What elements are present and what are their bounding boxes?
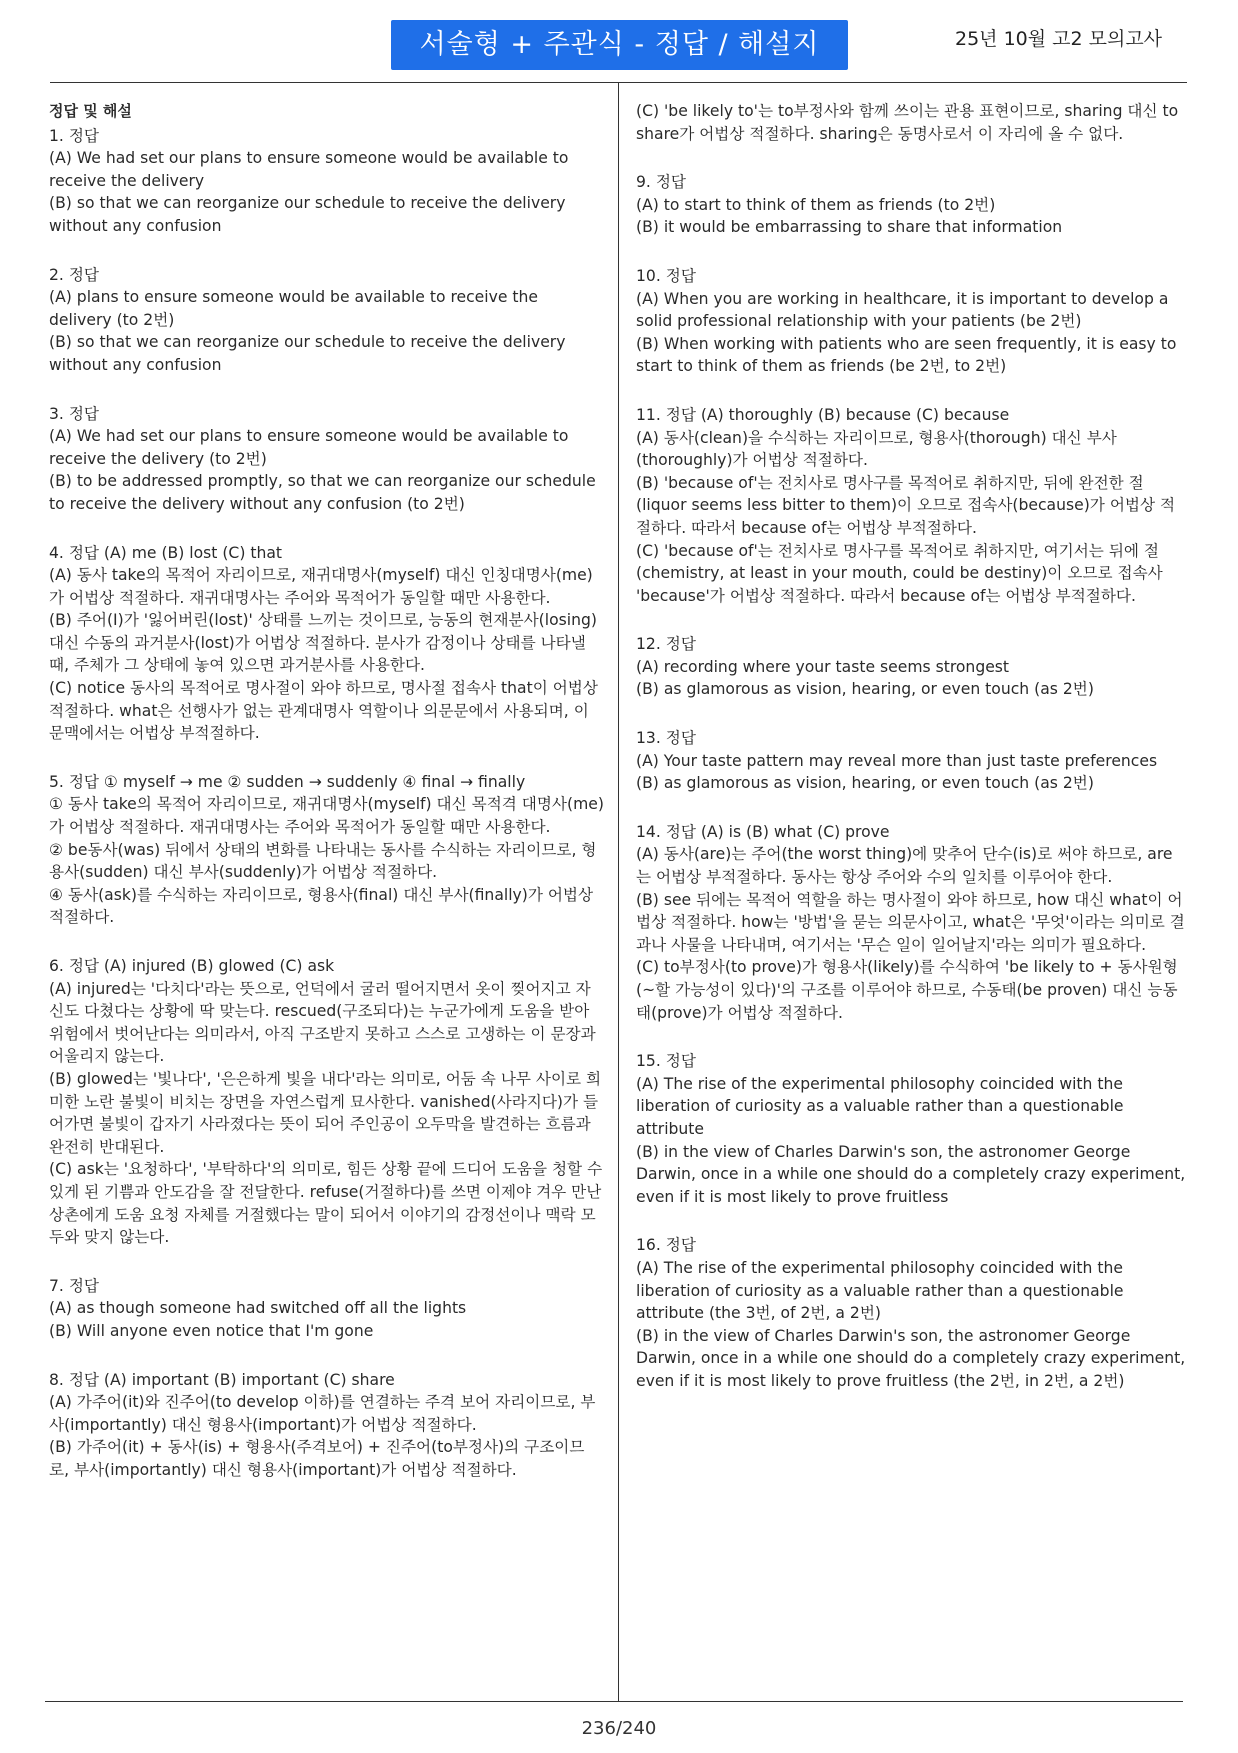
answer-item [636, 821, 1186, 1024]
answer-item [49, 542, 604, 745]
answer-line: (C) notice 동사의 목적어로 명사절이 와야 하므로, 명사절 접속사 that이 어법상 적절하다. what은 선행사가 없는 관계대명사 역할이나 의문문에서 사용되며, 이 문맥에서는 어법상 부적절하다. [49, 679, 598, 743]
answer-sheet-banner: 서술형 + 주관식 - 정답 / 해설지 [391, 20, 848, 70]
answer-item [49, 125, 604, 238]
answer-line-first: 11. 정답 (A) thoroughly (B) because (C) because [636, 405, 1010, 424]
answer-item [636, 633, 1186, 701]
answer-item [49, 1275, 604, 1343]
right-answer-list [636, 100, 1186, 1393]
answer-item [49, 771, 604, 929]
answer-line-first: 9. 정답 [636, 173, 686, 192]
answer-line-first: 13. 정답 [636, 729, 696, 748]
right-column [636, 100, 1186, 1419]
answer-line: (A) We had set our plans to ensure someone would be available to receive the delivery (to 2번) [49, 427, 569, 468]
answer-line: (B) 'because of'는 전치사로 명사구를 목적어로 취하지만, 뒤에 완전한 절(liquor seems less bitter to them)이 오므로 접속사(because)가 어법상 적절하다. 따라서 because of는 어법상 부적절하다. [636, 473, 1176, 537]
left-answer-list [49, 125, 604, 1482]
section-title: 정답 및 해설 [49, 102, 132, 120]
answer-line: (A) 가주어(it)와 진주어(to develop 이하)를 연결하는 주격 보어 자리이므로, 부사(importantly) 대신 형용사(important)가 어법상 적절하다. [49, 1393, 596, 1434]
answer-line: (B) so that we can reorganize our schedule to receive the delivery without any confusion [49, 333, 566, 374]
answer-line: (B) glowed는 '빛나다', '은은하게 빛을 내다'라는 의미로, 어둠 속 나무 사이로 희미한 노란 불빛이 비치는 장면을 자연스럽게 묘사한다. vanished(사라지다)가 들어가면 불빛이 갑자기 사라졌다는 뜻이 되어 주인공이 오두막을 발견하는 흐름과 완전히 반대된다. [49, 1069, 602, 1156]
answer-line: (B) Will anyone even notice that I'm gone [49, 1321, 374, 1340]
answer-line-first: (C) 'be likely to'는 to부정사와 함께 쓰이는 관용 표현이므로, sharing 대신 to share가 어법상 적절하다. sharing은 동명사로서 이 자리에 올 수 없다. [636, 102, 1179, 143]
answer-line-first: 4. 정답 (A) me (B) lost (C) that [49, 543, 283, 562]
answer-line: (C) 'because of'는 전치사로 명사구를 목적어로 취하지만, 여기서는 뒤에 절(chemistry, at least in your mouth, could be destiny)이 오므로 접속사 'because'가 어법상 적절하다. 따라서 because of는 어법상 부적절하다. [636, 541, 1163, 605]
answer-item [636, 265, 1186, 378]
answer-line: (A) 동사(clean)을 수식하는 자리이므로, 형용사(thorough) 대신 부사(thoroughly)가 어법상 적절하다. [636, 428, 1117, 470]
answer-item [636, 1234, 1186, 1392]
answer-line: ② be동사(was) 뒤에서 상태의 변화를 나타내는 동사를 수식하는 자리이므로, 형용사(sudden) 대신 부사(suddenly)가 어법상 적절하다. [49, 840, 597, 882]
answer-item [49, 264, 604, 377]
answer-line: (B) so that we can reorganize our schedule to receive the delivery without any confusion [49, 194, 566, 235]
answer-line: (A) as though someone had switched off all the lights [49, 1299, 467, 1318]
answer-line-first: 12. 정답 [636, 635, 696, 654]
answer-line: (A) plans to ensure someone would be available to receive the delivery (to 2번) [49, 288, 538, 329]
answer-line: (B) 가주어(it) + 동사(is) + 형용사(주격보어) + 진주어(to부정사)의 구조이므로, 부사(importantly) 대신 형용사(important)가 어법상 적절하다. [49, 1438, 585, 1479]
answer-line: (C) ask는 '요청하다', '부탁하다'의 의미로, 힘든 상황 끝에 드디어 도움을 청할 수 있게 된 기쁨과 안도감을 잘 전달한다. refuse(거절하다)를 쓰면 이제야 겨우 만난 상촌에게 도움 요청 자체를 거절했다는 말이 되어서 이야기의 감정선이나 맥락 모두와 맞지 않는다. [49, 1160, 603, 1247]
answer-line-first: 5. 정답 ① myself → me ② sudden → suddenly ④ final → finally [49, 772, 526, 791]
answer-line: (A) Your taste pattern may reveal more than just taste preferences [636, 751, 1158, 770]
answer-line: (B) 주어(I)가 '잃어버린(lost)' 상태를 느끼는 것이므로, 능동의 현재분사(losing) 대신 수동의 과거분사(lost)가 어법상 적절하다. 분사가 감정이나 상태를 나타낼 때, 주체가 그 상태에 놓여 있으면 과거분사를 사용한다. [49, 611, 597, 675]
answer-line-first: 10. 정답 [636, 266, 696, 285]
answer-line: (A) When you are working in healthcare, it is important to develop a solid professional relationship with your patients (be 2번) [636, 289, 1169, 331]
answer-line-first: 15. 정답 [636, 1052, 696, 1071]
page-number: 236/240 [581, 1718, 657, 1739]
answer-line: (B) it would be embarrassing to share that information [636, 218, 1063, 237]
answer-line: (A) to start to think of them as friends (to 2번) [636, 195, 996, 214]
answer-line: (A) 동사 take의 목적어 자리이므로, 재귀대명사(myself) 대신 인칭대명사(me)가 어법상 적절하다. 재귀대명사는 주어와 목적어가 동일할 때만 사용한다. [49, 566, 593, 607]
answer-line: (A) The rise of the experimental philosophy coincided with the liberation of curiosity as a valuable rather than a questionable attribute (the 3번, of 2번, a 2번) [636, 1258, 1124, 1323]
answer-line-first: 16. 정답 [636, 1236, 696, 1255]
answer-line: (B) in the view of Charles Darwin's son, the astronomer George Darwin, once in a while one should do a completely crazy experiment, even if it is most likely to prove fruitless (the 2번, in 2번, a 2번) [636, 1326, 1186, 1390]
answer-item [49, 403, 604, 516]
answer-item [636, 171, 1186, 239]
answer-line: (B) as glamorous as vision, hearing, or even touch (as 2번) [636, 680, 1094, 699]
answer-line-first: 3. 정답 [49, 404, 99, 423]
answer-line: (A) 동사(are)는 주어(the worst thing)에 맞추어 단수(is)로 써야 하므로, are는 어법상 부적절하다. 동사는 항상 주어와 수의 일치를 이루어야 한다. [636, 845, 1173, 887]
answer-item [636, 404, 1186, 607]
answer-line: (B) When working with patients who are seen frequently, it is easy to start to think of them as friends (be 2번, to 2번) [636, 334, 1177, 376]
answer-line: (B) in the view of Charles Darwin's son, the astronomer George Darwin, once in a while one should do a completely crazy experiment, even if it is most likely to prove fruitless [636, 1142, 1186, 1206]
answer-line: (A) The rise of the experimental philosophy coincided with the liberation of curiosity as a valuable rather than a questionable attribute [636, 1074, 1124, 1138]
answer-item [636, 100, 1186, 145]
answer-line-first: 6. 정답 (A) injured (B) glowed (C) ask [49, 957, 335, 975]
answer-line: (A) We had set our plans to ensure someone would be available to receive the delivery [49, 149, 569, 190]
answer-line-first: 14. 정답 (A) is (B) what (C) prove [636, 822, 890, 841]
answer-line-first: 1. 정답 [49, 126, 99, 145]
answer-item [49, 1369, 604, 1482]
left-column [49, 100, 604, 1507]
answer-line: (B) see 뒤에는 목적어 역할을 하는 명사절이 와야 하므로, how 대신 what이 어법상 적절하다. how는 '방법'을 묻는 의문사이고, what은 '무엇'이라는 의미로 결과나 사물을 나타내며, 여기서는 '무슨 일이 일어날지'라는 의미가 필요하다. [636, 890, 1185, 954]
column-divider [618, 82, 619, 1701]
answer-line: (B) as glamorous as vision, hearing, or even touch (as 2번) [636, 774, 1094, 793]
answer-item [636, 727, 1186, 795]
answer-line-first: 7. 정답 [49, 1276, 99, 1295]
answer-line: ④ 동사(ask)를 수식하는 자리이므로, 형용사(final) 대신 부사(finally)가 어법상 적절하다. [49, 885, 594, 927]
answer-line-first: 2. 정답 [49, 265, 99, 284]
answer-line: (A) recording where your taste seems strongest [636, 657, 1010, 676]
answer-line: ① 동사 take의 목적어 자리이므로, 재귀대명사(myself) 대신 목적격 대명사(me)가 어법상 적절하다. 재귀대명사는 주어와 목적어가 동일할 때만 사용한다. [49, 795, 604, 837]
answer-item [636, 1050, 1186, 1208]
bottom-divider [45, 1701, 1183, 1702]
answer-line: (C) to부정사(to prove)가 형용사(likely)를 수식하여 'be likely to + 동사원형(~할 가능성이 있다)'의 구조를 이루어야 하므로, 수동태(be proven) 대신 능동태(prove)가 어법상 적절하다. [636, 958, 1178, 1022]
answer-line-first: 8. 정답 (A) important (B) important (C) share [49, 1370, 395, 1389]
answer-item [49, 955, 604, 1249]
answer-line: (B) to be addressed promptly, so that we can reorganize our schedule to receive the delivery without any confusion (to 2번) [49, 472, 596, 513]
answer-line: (A) injured는 '다치다'라는 뜻으로, 언덕에서 굴러 떨어지면서 옷이 찢어지고 자신도 다쳤다는 상황에 딱 맞는다. rescued(구조되다)는 누군가에게 도움을 받아 위험에서 벗어난다는 의미라서, 아직 구조받지 못하고 스스로 고생하는 이 문장과 어울리지 않는다. [49, 979, 596, 1066]
exam-title: 25년 10월 고2 모의고사 [955, 28, 1163, 50]
